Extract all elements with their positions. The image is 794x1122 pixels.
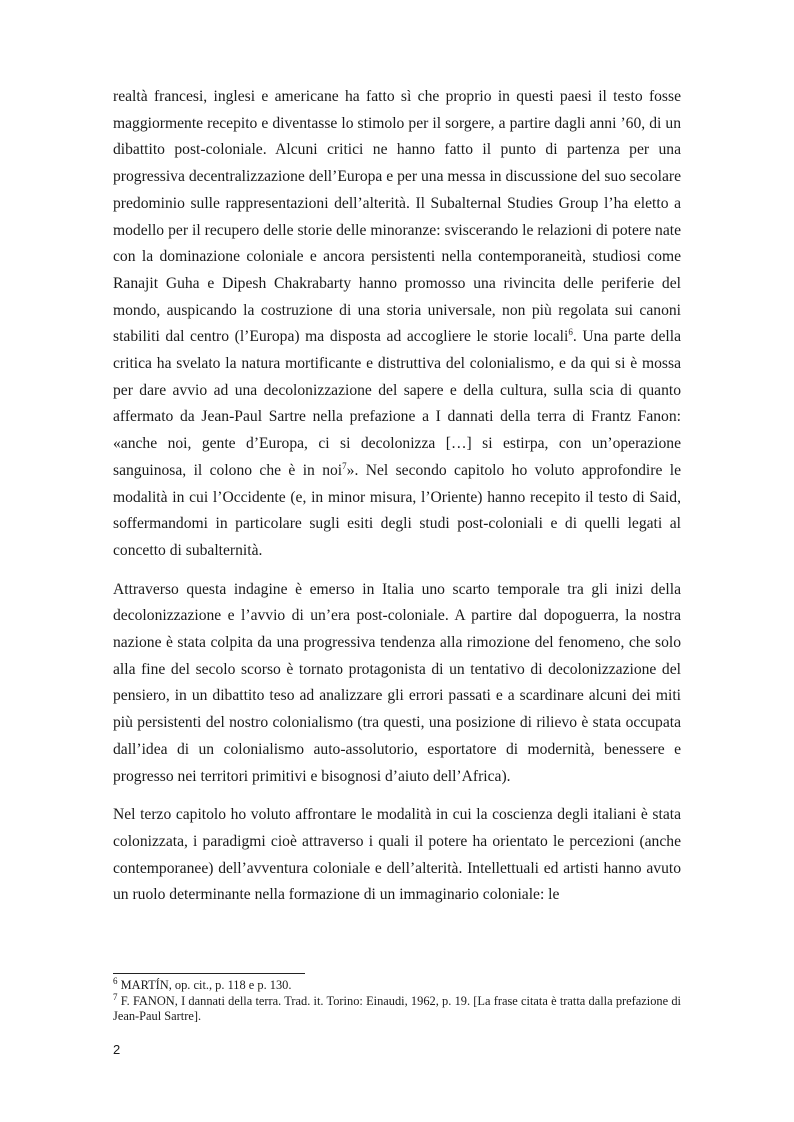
footnote-ref-7[interactable]: 7: [342, 460, 347, 471]
footnote-separator: [113, 973, 305, 974]
footnote-7: $^7$ F. FANON, I dannati della terra. Trad. it. Torino: Einaudi, 1962, p. 19. [La frase citata è tratta dalla prefazione di Jean-Paul Sartre].: [113, 991, 681, 1023]
paragraph-2: Attraverso questa indagine è emerso in Italia uno scarto temporale tra gli inizi della decolonizzazione e l’avvio di un’era post-coloniale. A partire dal dopoguerra, la nostra nazione è stata colpita da una progressiva tendenza alla rimozione del fenomeno, che solo alla fine del secolo scorso è tornato protagonista di un tentativo di decolonizzazione del pensiero, in un dibattito teso ad analizzare gli errori passati e a scardinare alcuni dei miti più persistenti del nostro colonialismo (tra questi, una posizione di rilievo è stata occupata dall’idea di un colonialismo auto-assolutorio, esportatore di modernità, benessere e progresso nei territori primitivi e bisognosi d’aiuto dell’Africa).: [113, 580, 681, 785]
footnote-ref-6[interactable]: 6: [568, 327, 573, 338]
body-text: [113, 84, 681, 909]
paragraph-3: Nel terzo capitolo ho voluto affrontare le modalità in cui la coscienza degli italiani è stata colonizzata, i paradigmi cioè attraverso i quali il potere ha orientato le percezioni (anche contemporanee) dell’avventura coloniale e dell’alterità. Intellettuali ed artisti hanno avuto un ruolo determinante nella formazione di un immaginario coloniale: le: [113, 806, 681, 904]
page-number: 2: [113, 1042, 121, 1057]
paragraph-1: realtà francesi, inglesi e americane ha fatto sì che proprio in questi paesi il testo fosse maggiormente recepito e diventasse lo stimolo per il sorgere, a partire dagli anni ’60, di un dibattito post-coloniale. Alcuni critici ne hanno fatto il punto di partenza per una progressiva decentralizzazione dell’Europa e per una messa in discussione del suo secolare predominio sulle rappresentazioni dell’alterità. Il Subalternal Studies Group l’ha eletto a modello per il recupero delle storie delle minoranze: sviscerando le relazioni di potere nate con la dominazione coloniale e ancora persistenti nella contemporaneità, studiosi come Ranajit Guha e Dipesh Chakrabarty hanno promosso una rivincita delle periferie del mondo, auspicando la costruzione di una storia universale, non più regolata sui canoni stabiliti dal centro (l’Europa) ma disposta ad accogliere le storie locali$^6$. Una parte della critica ha svelato la natura mortificante e distruttiva del colonialismo, e da qui si è mossa per dare avvio ad una decolonizzazione del sapere e della cultura, sulla scia di quanto affermato da Jean-Paul Sartre nella prefazione a I dannati della terra di Frantz Fanon: «anche noi, gente d’Europa, ci si decolonizza […] si estirpa, con un’operazione sanguinosa, il colono che è in noi$^7$». Nel secondo capitolo ho voluto approfondire le modalità in cui l’Occidente (e, in minor misura, l’Oriente) hanno recepito il testo di Said, soffermandomi in particolare sugli esiti degli studi post-coloniali e di quelli legati al concetto di subalternità.: [113, 88, 681, 559]
footnotes: [113, 975, 681, 1025]
footnote-6: $^6$ MARTÍN, op. cit., p. 118 e p. 130.: [113, 975, 292, 992]
